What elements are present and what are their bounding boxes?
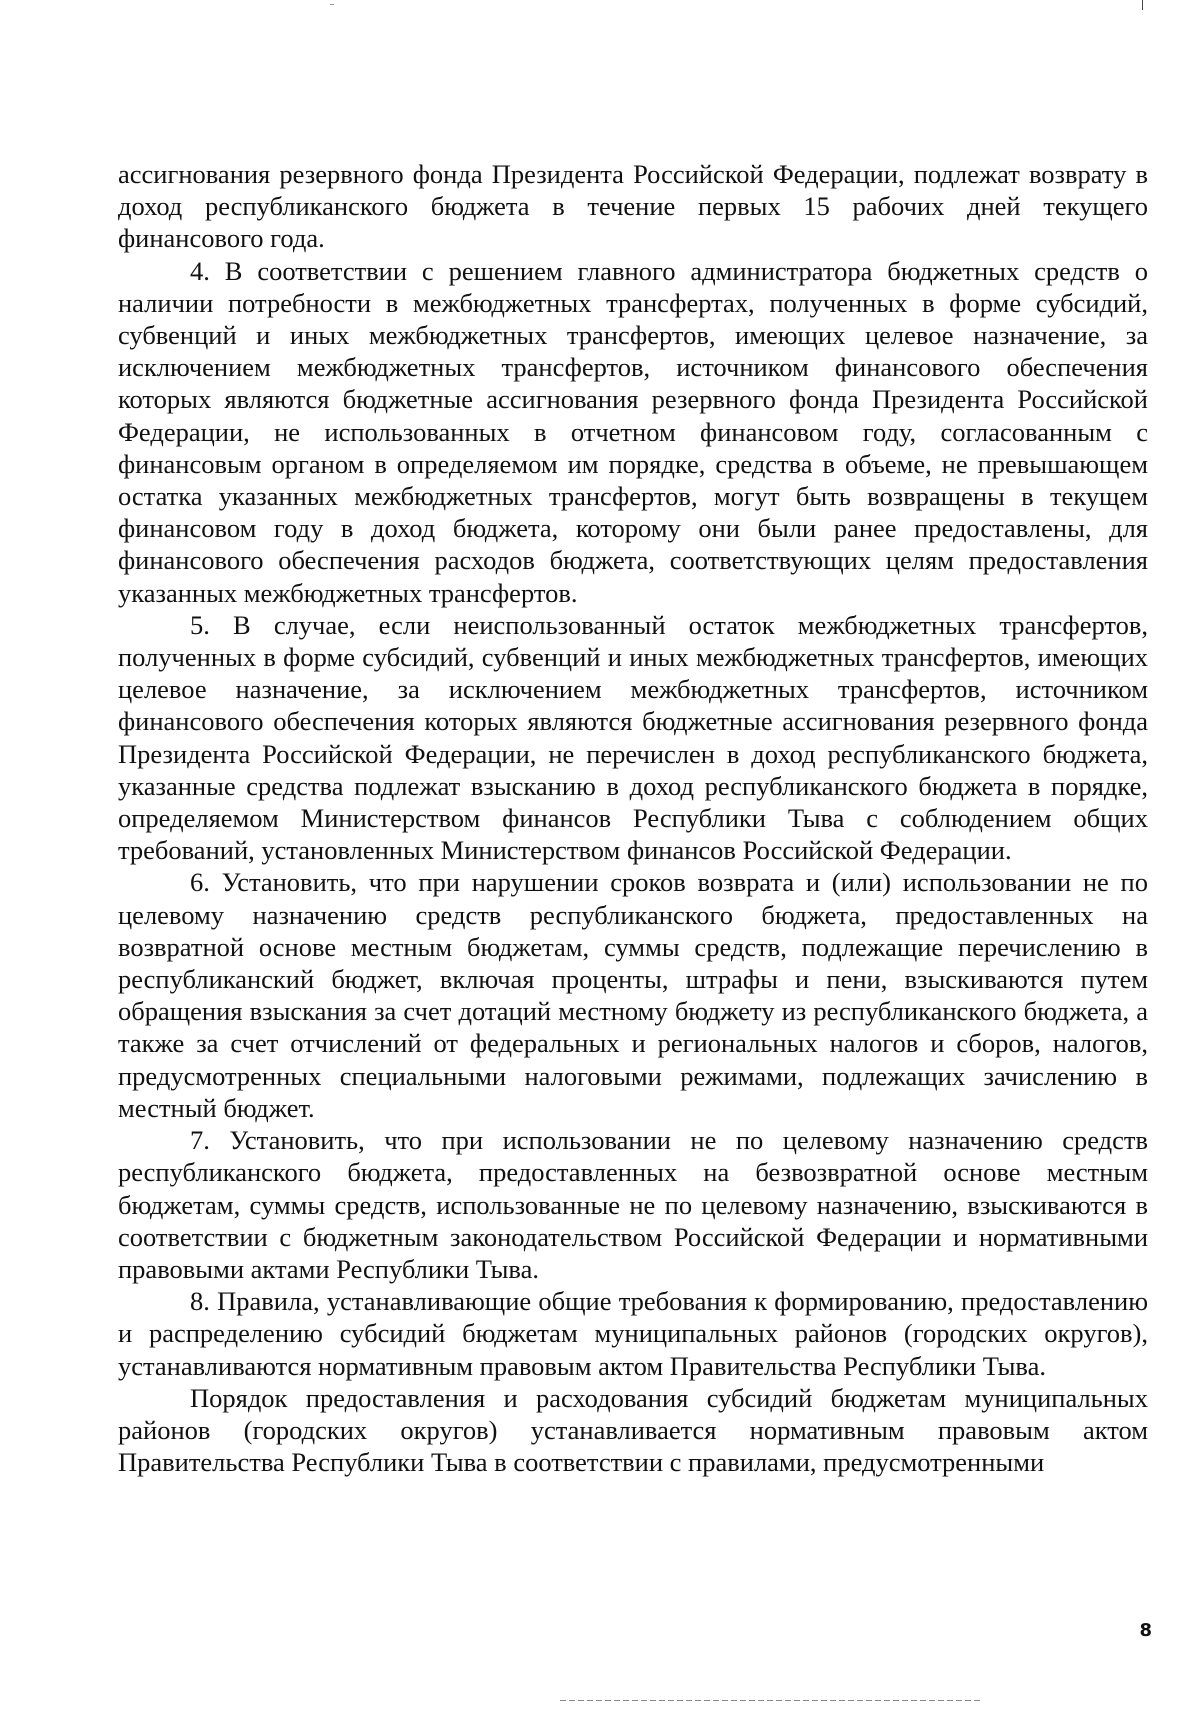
scan-mark (1142, 0, 1143, 10)
page-number: 8 (1139, 1620, 1152, 1641)
paragraph-item-5: 5. В случае, если неиспользованный остаток межбюджетных трансфертов, полученных в форме субсидий, субвенций и иных межбюджетных трансфертов, имеющих целевое назначение, за исключением межбюджетных трансфертов, источником финансового обеспечения которых являются бюджетные ассигнования резервного фонда Президента Российской Федерации, не перечислен в доход республиканского бюджета, указанные средства подлежат взысканию в доход республиканского бюджета в порядке, определяемом Министерством финансов Республики Тыва с соблюдением общих требований, установленных Министерством финансов Российской Федерации. (118, 609, 1148, 866)
paragraph-item-8: 8. Правила, устанавливающие общие требования к формированию, предоставлению и распределению субсидий бюджетам муниципальных районов (городских округов), устанавливаются нормативным правовым актом Правительства Республики Тыва. (118, 1286, 1148, 1381)
paragraph-continuation: ассигнования резервного фонда Президента Российской Федерации, подлежат возврату в доход республиканского бюджета в течение первых 15 рабочих дней текущего финансового года. (118, 159, 1148, 254)
scan-edge-line (560, 1700, 980, 1701)
paragraph-procedure: Порядок предоставления и расходования субсидий бюджетам муниципальных районов (городских округов) устанавливается нормативным правовым актом Правительства Республики Тыва в соответствии с правилами, предусмотренными (118, 1382, 1148, 1478)
scan-speck (330, 4, 334, 5)
document-body (118, 158, 1148, 1478)
paragraph-item-7: 7. Установить, что при использовании не по целевому назначению средств республиканского бюджета, предоставленных на безвозвратной основе местным бюджетам, суммы средств, использованные не по целевому назначению, взыскиваются в соответствии с бюджетным законодательством Российской Федерации и нормативными правовыми актами Республики Тыва. (118, 1125, 1148, 1284)
paragraph-item-4: 4. В соответствии с решением главного администратора бюджетных средств о наличии потребности в межбюджетных трансфертах, полученных в форме субсидий, субвенций и иных межбюджетных трансфертов, имеющих целевое назначение, за исключением межбюджетных трансфертов, источником финансового обеспечения которых являются бюджетные ассигнования резервного фонда Президента Российской Федерации, не использованных в отчетном финансовом году, согласованным с финансовым органом в определяемом им порядке, средства в объеме, не превышающем остатка указанных межбюджетных трансфертов, могут быть возвращены в текущем финансовом году в доход бюджета, которому они были ранее предоставлены, для финансового обеспечения расходов бюджета, соответствующих целям предоставления указанных межбюджетных трансфертов. (118, 255, 1148, 608)
paragraph-item-6: 6. Установить, что при нарушении сроков возврата и (или) использовании не по целевому назначению средств республиканского бюджета, предоставленных на возвратной основе местным бюджетам, суммы средств, подлежащие перечислению в республиканский бюджет, включая проценты, штрафы и пени, взыскиваются путем обращения взыскания за счет дотаций местному бюджету из республиканского бюджета, а также за счет отчислений от федеральных и региональных налогов и сборов, налогов, предусмотренных специальными налоговыми режимами, подлежащих зачислению в местный бюджет. (118, 867, 1148, 1123)
